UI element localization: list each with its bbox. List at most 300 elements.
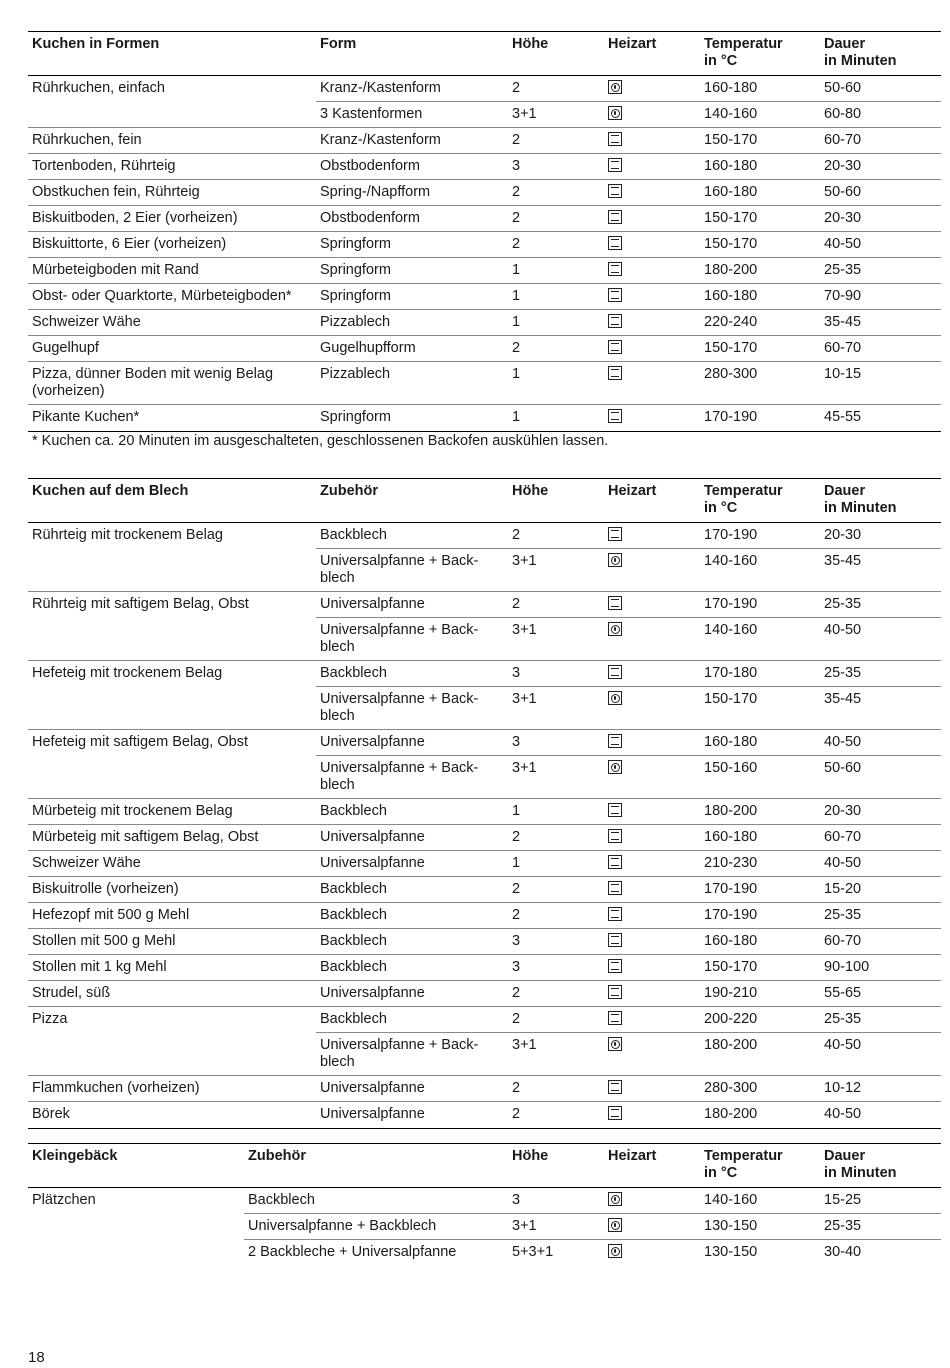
row-name bbox=[28, 687, 316, 730]
dauer-cell: 40-50 bbox=[824, 734, 862, 750]
column-header: Dauer in Minuten bbox=[824, 483, 897, 516]
heizart-cell bbox=[604, 851, 700, 876]
ober-unterhitze-icon bbox=[608, 366, 622, 380]
ober-unterhitze-icon bbox=[608, 959, 622, 973]
temp-cell: 130-150 bbox=[704, 1244, 758, 1260]
hoehe-cell: 2 bbox=[512, 829, 521, 845]
temp-cell: 150-160 bbox=[704, 760, 758, 776]
row-name: Plätzchen bbox=[32, 1192, 96, 1208]
ober-unterhitze-icon bbox=[608, 409, 622, 423]
row-name bbox=[28, 1214, 244, 1240]
temp-cell: 160-180 bbox=[704, 933, 758, 949]
table-row bbox=[28, 1033, 941, 1076]
column-header: Dauer in Minuten bbox=[824, 36, 897, 69]
page-number: 18 bbox=[28, 1349, 45, 1366]
hoehe-cell: 3+1 bbox=[512, 622, 537, 638]
hoehe-cell: 3 bbox=[512, 158, 521, 174]
hoehe-cell: 1 bbox=[512, 262, 521, 278]
table-row bbox=[28, 206, 941, 232]
ober-unterhitze-icon bbox=[608, 985, 622, 999]
form-cell: Universalpfanne bbox=[320, 829, 425, 845]
column-header: Temperatur in °C bbox=[704, 36, 783, 69]
form-cell: Backblech bbox=[320, 527, 387, 543]
table-kuchen-in-formen bbox=[28, 31, 941, 432]
table-row bbox=[28, 336, 941, 362]
footnote: * Kuchen ca. 20 Minuten im ausgeschalteten, geschlossenen Backofen auskühlen lassen. bbox=[32, 433, 609, 449]
table-row bbox=[28, 1007, 941, 1033]
table-end-rule bbox=[28, 431, 941, 432]
ober-unterhitze-icon bbox=[608, 132, 622, 146]
temp-cell: 180-200 bbox=[704, 262, 758, 278]
table-row bbox=[28, 799, 941, 825]
row-name: Hefezopf mit 500 g Mehl bbox=[28, 903, 316, 929]
row-name: Pizza bbox=[32, 1011, 68, 1027]
hoehe-cell: 3 bbox=[512, 1192, 521, 1208]
hoehe-cell: 2 bbox=[512, 1011, 521, 1027]
form-cell: Kranz-/Kastenform bbox=[320, 132, 441, 148]
dauer-cell: 40-50 bbox=[824, 622, 862, 638]
form-cell: Backblech bbox=[320, 959, 387, 975]
form-cell: Gugelhupfform bbox=[320, 340, 416, 356]
heizart-cell bbox=[604, 1214, 700, 1239]
form-cell: Universalpfanne bbox=[320, 596, 425, 612]
table-header bbox=[28, 1143, 941, 1188]
table-row bbox=[28, 1214, 941, 1240]
heizart-cell bbox=[604, 687, 700, 729]
form-cell: Backblech bbox=[320, 933, 387, 949]
row-name: Rührkuchen, fein bbox=[28, 128, 316, 154]
hoehe-cell: 2 bbox=[512, 1080, 521, 1096]
dauer-cell: 40-50 bbox=[824, 855, 862, 871]
table-row bbox=[28, 284, 941, 310]
dauer-cell: 90-100 bbox=[824, 959, 870, 975]
form-cell: Springform bbox=[320, 236, 391, 252]
ober-unterhitze-icon bbox=[608, 907, 622, 921]
dauer-cell: 25-35 bbox=[824, 1218, 862, 1234]
hoehe-cell: 3+1 bbox=[512, 553, 537, 569]
row-name bbox=[28, 102, 316, 128]
form-cell: 2 Backbleche + Universalpfanne bbox=[248, 1244, 457, 1260]
row-name bbox=[28, 756, 316, 799]
column-header: Form bbox=[320, 36, 357, 52]
hoehe-cell: 2 bbox=[512, 340, 521, 356]
temp-cell: 170-190 bbox=[704, 409, 758, 425]
form-cell: Backblech bbox=[320, 1011, 387, 1027]
hoehe-cell: 2 bbox=[512, 132, 521, 148]
dauer-cell: 15-25 bbox=[824, 1192, 862, 1208]
table-row bbox=[28, 128, 941, 154]
column-header: Kuchen in Formen bbox=[32, 36, 160, 52]
heizart-cell bbox=[604, 799, 700, 824]
table-row bbox=[28, 687, 941, 730]
hoehe-cell: 2 bbox=[512, 881, 521, 897]
column-header: Kleingebäck bbox=[32, 1148, 118, 1164]
hoehe-cell: 1 bbox=[512, 314, 521, 330]
form-cell: Backblech bbox=[248, 1192, 315, 1208]
dauer-cell: 45-55 bbox=[824, 409, 862, 425]
heizart-cell bbox=[604, 929, 700, 954]
dauer-cell: 40-50 bbox=[824, 1106, 862, 1122]
table-row bbox=[28, 258, 941, 284]
temp-cell: 210-230 bbox=[704, 855, 758, 871]
ober-unterhitze-icon bbox=[608, 933, 622, 947]
ober-unterhitze-icon bbox=[608, 158, 622, 172]
form-cell: Universalpfanne bbox=[320, 734, 425, 750]
column-header: Heizart bbox=[608, 36, 657, 52]
temp-cell: 170-190 bbox=[704, 907, 758, 923]
temp-cell: 180-200 bbox=[704, 1106, 758, 1122]
hoehe-cell: 2 bbox=[512, 80, 521, 96]
temp-cell: 130-150 bbox=[704, 1218, 758, 1234]
column-header: Zubehör bbox=[248, 1148, 306, 1164]
row-name: Flammkuchen (vorheizen) bbox=[28, 1076, 316, 1102]
dauer-cell: 70-90 bbox=[824, 288, 862, 304]
table-row bbox=[28, 405, 941, 431]
ober-unterhitze-icon bbox=[608, 527, 622, 541]
dauer-cell: 20-30 bbox=[824, 803, 862, 819]
heissluft-icon bbox=[608, 106, 622, 120]
temp-cell: 170-190 bbox=[704, 596, 758, 612]
hoehe-cell: 1 bbox=[512, 409, 521, 425]
heissluft-icon bbox=[608, 1192, 622, 1206]
dauer-cell: 25-35 bbox=[824, 262, 862, 278]
column-header: Zubehör bbox=[320, 483, 378, 499]
ober-unterhitze-icon bbox=[608, 236, 622, 250]
table-row bbox=[28, 825, 941, 851]
temp-cell: 280-300 bbox=[704, 366, 758, 382]
row-name: Mürbeteig mit trockenem Belag bbox=[28, 799, 316, 825]
table-row bbox=[28, 877, 941, 903]
dauer-cell: 40-50 bbox=[824, 1037, 862, 1053]
hoehe-cell: 2 bbox=[512, 527, 521, 543]
hoehe-cell: 2 bbox=[512, 1106, 521, 1122]
temp-cell: 160-180 bbox=[704, 158, 758, 174]
row-name bbox=[28, 549, 316, 592]
dauer-cell: 10-12 bbox=[824, 1080, 862, 1096]
row-name: Gugelhupf bbox=[28, 336, 316, 362]
row-name bbox=[28, 1240, 244, 1266]
dauer-cell: 55-65 bbox=[824, 985, 862, 1001]
hoehe-cell: 2 bbox=[512, 596, 521, 612]
hoehe-cell: 3 bbox=[512, 959, 521, 975]
table-row bbox=[28, 362, 941, 405]
column-header: Kuchen auf dem Blech bbox=[32, 483, 189, 499]
temp-cell: 170-190 bbox=[704, 881, 758, 897]
dauer-cell: 60-70 bbox=[824, 933, 862, 949]
form-cell: Kranz-/Kastenform bbox=[320, 80, 441, 96]
heizart-cell bbox=[604, 1007, 700, 1032]
heizart-cell bbox=[604, 592, 700, 617]
table-end-rule bbox=[28, 1128, 941, 1129]
row-name bbox=[28, 1033, 316, 1076]
ober-unterhitze-icon bbox=[608, 184, 622, 198]
heizart-cell bbox=[604, 1240, 700, 1266]
table-header bbox=[28, 478, 941, 523]
form-cell: Universalpfanne + Back- blech bbox=[320, 760, 479, 793]
heissluft-icon bbox=[608, 553, 622, 567]
column-header: Höhe bbox=[512, 483, 549, 499]
ober-unterhitze-icon bbox=[608, 803, 622, 817]
heizart-cell bbox=[604, 730, 700, 755]
table-row bbox=[28, 180, 941, 206]
row-name: Mürbeteigboden mit Rand bbox=[28, 258, 316, 284]
temp-cell: 150-170 bbox=[704, 340, 758, 356]
table-row bbox=[28, 310, 941, 336]
dauer-cell: 50-60 bbox=[824, 760, 862, 776]
heizart-cell bbox=[604, 284, 700, 309]
dauer-cell: 30-40 bbox=[824, 1244, 862, 1260]
heizart-cell bbox=[604, 232, 700, 257]
column-header: Temperatur in °C bbox=[704, 1148, 783, 1181]
temp-cell: 160-180 bbox=[704, 80, 758, 96]
temp-cell: 200-220 bbox=[704, 1011, 758, 1027]
row-name: Rührteig mit trockenem Belag bbox=[32, 527, 223, 543]
table-row bbox=[28, 955, 941, 981]
row-name: Biskuittorte, 6 Eier (vorheizen) bbox=[28, 232, 316, 258]
column-header: Heizart bbox=[608, 1148, 657, 1164]
hoehe-cell: 3 bbox=[512, 734, 521, 750]
form-cell: Universalpfanne bbox=[320, 1106, 425, 1122]
hoehe-cell: 2 bbox=[512, 985, 521, 1001]
form-cell: Backblech bbox=[320, 665, 387, 681]
dauer-cell: 25-35 bbox=[824, 596, 862, 612]
table-kuchen-auf-dem-blech bbox=[28, 478, 941, 1129]
ober-unterhitze-icon bbox=[608, 734, 622, 748]
hoehe-cell: 2 bbox=[512, 236, 521, 252]
temp-cell: 150-170 bbox=[704, 132, 758, 148]
dauer-cell: 35-45 bbox=[824, 691, 862, 707]
table-row bbox=[28, 592, 941, 618]
heizart-cell bbox=[604, 128, 700, 153]
dauer-cell: 25-35 bbox=[824, 665, 862, 681]
row-name: Tortenboden, Rührteig bbox=[28, 154, 316, 180]
form-cell: Universalpfanne bbox=[320, 1080, 425, 1096]
table-header bbox=[28, 31, 941, 76]
table-row bbox=[28, 730, 941, 756]
heizart-cell bbox=[604, 154, 700, 179]
dauer-cell: 60-80 bbox=[824, 106, 862, 122]
heizart-cell bbox=[604, 955, 700, 980]
row-name: Schweizer Wähe bbox=[28, 851, 316, 877]
heissluft-icon bbox=[608, 622, 622, 636]
form-cell: Spring-/Napfform bbox=[320, 184, 431, 200]
heizart-cell bbox=[604, 1102, 700, 1128]
ober-unterhitze-icon bbox=[608, 881, 622, 895]
temp-cell: 220-240 bbox=[704, 314, 758, 330]
table-row bbox=[28, 523, 941, 549]
column-header: Höhe bbox=[512, 1148, 549, 1164]
form-cell: 3 Kastenformen bbox=[320, 106, 423, 122]
heizart-cell bbox=[604, 206, 700, 231]
table-row bbox=[28, 929, 941, 955]
row-name: Schweizer Wähe bbox=[28, 310, 316, 336]
heizart-cell bbox=[604, 180, 700, 205]
hoehe-cell: 2 bbox=[512, 210, 521, 226]
form-cell: Universalpfanne + Back- blech bbox=[320, 1037, 479, 1070]
ober-unterhitze-icon bbox=[608, 1011, 622, 1025]
form-cell: Universalpfanne + Back- blech bbox=[320, 553, 479, 586]
heizart-cell bbox=[604, 549, 700, 591]
heizart-cell bbox=[604, 618, 700, 660]
dauer-cell: 60-70 bbox=[824, 132, 862, 148]
heizart-cell bbox=[604, 903, 700, 928]
temp-cell: 280-300 bbox=[704, 1080, 758, 1096]
form-cell: Backblech bbox=[320, 881, 387, 897]
ober-unterhitze-icon bbox=[608, 665, 622, 679]
table-kleingebaeck bbox=[28, 1143, 941, 1266]
row-name: Strudel, süß bbox=[28, 981, 316, 1007]
dauer-cell: 10-15 bbox=[824, 366, 862, 382]
form-cell: Universalpfanne + Backblech bbox=[248, 1218, 437, 1234]
form-cell: Obstbodenform bbox=[320, 210, 420, 226]
row-name: Hefeteig mit trockenem Belag bbox=[32, 665, 223, 681]
dauer-cell: 25-35 bbox=[824, 1011, 862, 1027]
table-row bbox=[28, 232, 941, 258]
ober-unterhitze-icon bbox=[608, 1106, 622, 1120]
table-row bbox=[28, 1076, 941, 1102]
row-name: Pikante Kuchen* bbox=[32, 409, 140, 425]
dauer-cell: 35-45 bbox=[824, 314, 862, 330]
form-cell: Universalpfanne + Back- blech bbox=[320, 691, 479, 724]
hoehe-cell: 2 bbox=[512, 907, 521, 923]
dauer-cell: 50-60 bbox=[824, 184, 862, 200]
dauer-cell: 15-20 bbox=[824, 881, 862, 897]
heissluft-icon bbox=[608, 691, 622, 705]
hoehe-cell: 3+1 bbox=[512, 760, 537, 776]
ober-unterhitze-icon bbox=[608, 210, 622, 224]
dauer-cell: 25-35 bbox=[824, 907, 862, 923]
hoehe-cell: 2 bbox=[512, 184, 521, 200]
ober-unterhitze-icon bbox=[608, 340, 622, 354]
form-cell: Pizzablech bbox=[320, 314, 391, 330]
form-cell: Springform bbox=[320, 288, 391, 304]
dauer-cell: 40-50 bbox=[824, 236, 862, 252]
temp-cell: 160-180 bbox=[704, 184, 758, 200]
hoehe-cell: 1 bbox=[512, 366, 521, 382]
form-cell: Universalpfanne bbox=[320, 985, 425, 1001]
heizart-cell bbox=[604, 76, 700, 101]
hoehe-cell: 1 bbox=[512, 855, 521, 871]
form-cell: Backblech bbox=[320, 803, 387, 819]
table-row bbox=[28, 851, 941, 877]
form-cell: Universalpfanne + Back- blech bbox=[320, 622, 479, 655]
table-row bbox=[28, 1102, 941, 1128]
table-row bbox=[28, 903, 941, 929]
ober-unterhitze-icon bbox=[608, 1080, 622, 1094]
hoehe-cell: 1 bbox=[512, 288, 521, 304]
temp-cell: 150-170 bbox=[704, 691, 758, 707]
heizart-cell bbox=[604, 1076, 700, 1101]
ober-unterhitze-icon bbox=[608, 314, 622, 328]
row-name: Obstkuchen fein, Rührteig bbox=[28, 180, 316, 206]
heissluft-icon bbox=[608, 760, 622, 774]
hoehe-cell: 1 bbox=[512, 803, 521, 819]
heizart-cell bbox=[604, 981, 700, 1006]
form-cell: Backblech bbox=[320, 907, 387, 923]
heizart-cell bbox=[604, 405, 700, 431]
row-name: Biskuitrolle (vorheizen) bbox=[28, 877, 316, 903]
hoehe-cell: 3+1 bbox=[512, 1037, 537, 1053]
dauer-cell: 60-70 bbox=[824, 340, 862, 356]
heizart-cell bbox=[604, 336, 700, 361]
heizart-cell bbox=[604, 1033, 700, 1075]
row-name: Obst- oder Quarktorte, Mürbeteigboden* bbox=[28, 284, 316, 310]
dauer-cell: 60-70 bbox=[824, 829, 862, 845]
table-row bbox=[28, 1240, 941, 1266]
form-cell: Springform bbox=[320, 409, 391, 425]
temp-cell: 160-180 bbox=[704, 288, 758, 304]
dauer-cell: 20-30 bbox=[824, 158, 862, 174]
temp-cell: 140-160 bbox=[704, 553, 758, 569]
heizart-cell bbox=[604, 756, 700, 798]
hoehe-cell: 3 bbox=[512, 933, 521, 949]
hoehe-cell: 3+1 bbox=[512, 691, 537, 707]
dauer-cell: 50-60 bbox=[824, 80, 862, 96]
table-row bbox=[28, 549, 941, 592]
temp-cell: 150-170 bbox=[704, 236, 758, 252]
hoehe-cell: 5+3+1 bbox=[512, 1244, 554, 1260]
dauer-cell: 20-30 bbox=[824, 527, 862, 543]
hoehe-cell: 3+1 bbox=[512, 1218, 537, 1234]
table-row bbox=[28, 102, 941, 128]
heizart-cell bbox=[604, 523, 700, 548]
heissluft-icon bbox=[608, 1037, 622, 1051]
row-name: Stollen mit 1 kg Mehl bbox=[28, 955, 316, 981]
heizart-cell bbox=[604, 310, 700, 335]
form-cell: Obstbodenform bbox=[320, 158, 420, 174]
table-row bbox=[28, 661, 941, 687]
form-cell: Pizzablech bbox=[320, 366, 391, 382]
temp-cell: 180-200 bbox=[704, 1037, 758, 1053]
temp-cell: 160-180 bbox=[704, 734, 758, 750]
hoehe-cell: 3 bbox=[512, 665, 521, 681]
heizart-cell bbox=[604, 1188, 700, 1213]
row-name bbox=[28, 618, 316, 661]
form-cell: Universalpfanne bbox=[320, 855, 425, 871]
heizart-cell bbox=[604, 825, 700, 850]
temp-cell: 160-180 bbox=[704, 829, 758, 845]
column-header: Temperatur in °C bbox=[704, 483, 783, 516]
row-name: Mürbeteig mit saftigem Belag, Obst bbox=[28, 825, 316, 851]
row-name: Rührteig mit saftigem Belag, Obst bbox=[32, 596, 249, 612]
ober-unterhitze-icon bbox=[608, 288, 622, 302]
heissluft-icon bbox=[608, 1244, 622, 1258]
table-row bbox=[28, 1188, 941, 1214]
ober-unterhitze-icon bbox=[608, 829, 622, 843]
row-name: Pizza, dünner Boden mit wenig Belag (vorheizen) bbox=[28, 362, 316, 405]
heizart-cell bbox=[604, 258, 700, 283]
temp-cell: 150-170 bbox=[704, 959, 758, 975]
column-header: Heizart bbox=[608, 483, 657, 499]
column-header: Höhe bbox=[512, 36, 549, 52]
temp-cell: 170-190 bbox=[704, 527, 758, 543]
form-cell: Springform bbox=[320, 262, 391, 278]
table-row bbox=[28, 756, 941, 799]
row-name: Rührkuchen, einfach bbox=[32, 80, 165, 96]
heizart-cell bbox=[604, 362, 700, 404]
temp-cell: 150-170 bbox=[704, 210, 758, 226]
heizart-cell bbox=[604, 877, 700, 902]
row-name: Stollen mit 500 g Mehl bbox=[28, 929, 316, 955]
heizart-cell bbox=[604, 102, 700, 127]
temp-cell: 140-160 bbox=[704, 1192, 758, 1208]
temp-cell: 140-160 bbox=[704, 622, 758, 638]
ober-unterhitze-icon bbox=[608, 596, 622, 610]
hoehe-cell: 3+1 bbox=[512, 106, 537, 122]
table-row bbox=[28, 981, 941, 1007]
temp-cell: 190-210 bbox=[704, 985, 758, 1001]
ober-unterhitze-icon bbox=[608, 262, 622, 276]
